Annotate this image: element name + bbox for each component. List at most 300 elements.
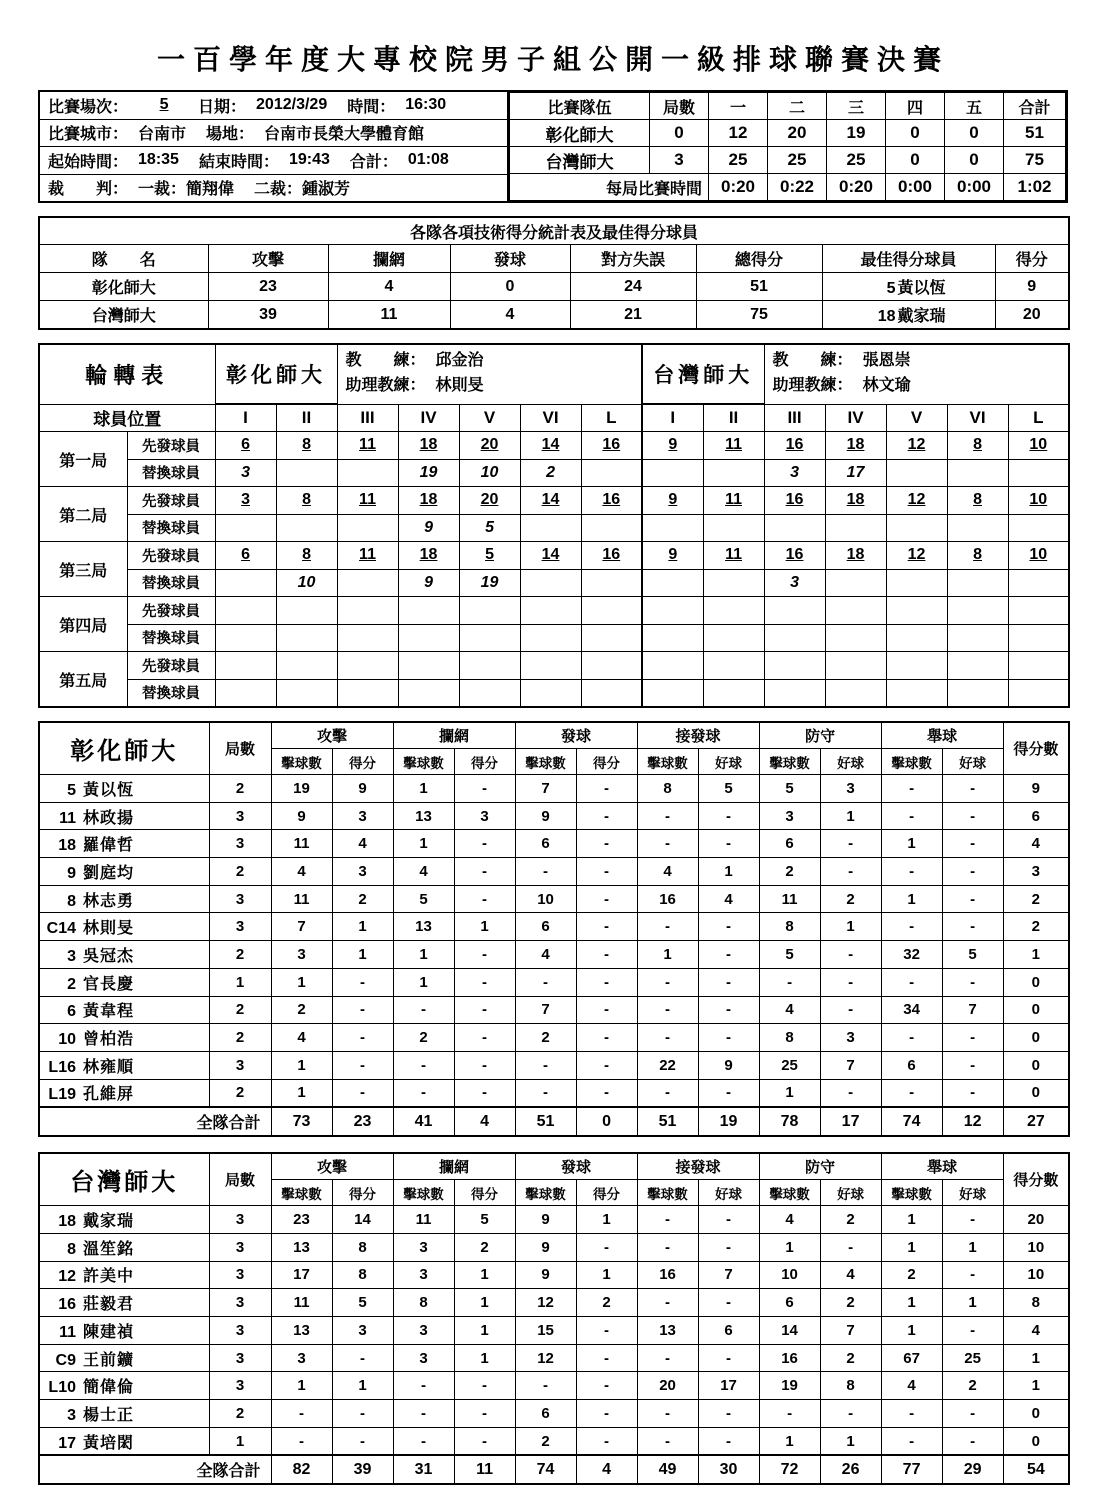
stat-cell: - — [820, 830, 881, 858]
stat-cell: 10 — [759, 1261, 820, 1289]
column-header: 隊 名 — [39, 245, 208, 273]
stat-cell: - — [698, 830, 759, 858]
set-score-header-row — [510, 93, 1066, 120]
total-stat-cell: 4 — [576, 1455, 637, 1484]
stat-cell: 1 — [576, 1261, 637, 1289]
stat-cell: - — [881, 1024, 942, 1052]
total-stat-cell: 74 — [515, 1455, 576, 1484]
stat-cell: 4 — [759, 1206, 820, 1234]
stat-cell: - — [759, 968, 820, 996]
total-points: 27 — [1003, 1107, 1069, 1136]
player-stats-row — [39, 1344, 1069, 1372]
set-time-label: 每局比賽時間 — [510, 174, 709, 201]
summary-team-row — [39, 273, 1069, 301]
stat-cell: 2 — [820, 1344, 881, 1372]
stat-cell: 8 — [393, 1289, 454, 1317]
stat-cell: - — [576, 1400, 637, 1428]
stat-cell: - — [576, 1024, 637, 1052]
column-header: 得分 — [995, 245, 1069, 273]
stats-team-name: 台灣師大 — [39, 1153, 209, 1206]
stat-cell: - — [942, 1024, 1003, 1052]
substitute-number — [947, 514, 1008, 542]
stat-cell: 6 — [759, 1289, 820, 1317]
substitute-number — [520, 514, 581, 542]
total-stat-cell: 39 — [332, 1455, 393, 1484]
starter-number: 18 — [825, 432, 886, 460]
stat-cell: - — [515, 1051, 576, 1079]
player-name: 林則旻 — [83, 920, 135, 938]
skill-group-header: 發球 — [515, 1153, 637, 1180]
stat-cell: - — [698, 996, 759, 1024]
player-stats-row — [39, 1372, 1069, 1400]
summary-title-row — [39, 217, 1069, 245]
total-stat-cell: 72 — [759, 1455, 820, 1484]
stat-cell: 13 — [271, 1317, 332, 1345]
sets-played: 3 — [209, 913, 271, 941]
rotation-team-name: 台灣師大 — [642, 344, 764, 404]
starter-number: 11 — [703, 432, 764, 460]
substitute-number — [947, 679, 1008, 707]
score-cell: 25 — [827, 147, 886, 174]
stat-cell: 13 — [393, 913, 454, 941]
stat-cell: 1 — [271, 1372, 332, 1400]
stat-cell: - — [515, 858, 576, 886]
set-starters-row — [39, 597, 1069, 625]
substitute-number — [1008, 459, 1069, 487]
player-name: 林政揚 — [83, 809, 135, 827]
skill-subheader: 擊球數 — [637, 749, 698, 775]
stat-cell: 5 — [393, 885, 454, 913]
jersey-number: L16 — [48, 1058, 76, 1076]
stat-cell: - — [454, 996, 515, 1024]
total-stat-cell: 49 — [637, 1455, 698, 1484]
position-row-label: 球員位置 — [39, 404, 215, 432]
starter-number: 9 — [642, 487, 703, 515]
stat-cell: 6 — [515, 830, 576, 858]
stat-cell: 4 — [698, 885, 759, 913]
starter-number: 18 — [398, 432, 459, 460]
sets-played: 1 — [209, 968, 271, 996]
stat-cell: 2 — [881, 1261, 942, 1289]
player-stats-row — [39, 996, 1069, 1024]
skill-subheader: 得分 — [576, 1180, 637, 1206]
jersey-number: 8 — [67, 1240, 76, 1258]
starter-number: 8 — [276, 432, 337, 460]
skill-group-header: 防守 — [759, 722, 881, 749]
stat-cell: - — [576, 775, 637, 803]
stat-cell: 6 — [515, 913, 576, 941]
column-header: 局數 — [650, 93, 709, 120]
sets-column-header: 局數 — [209, 1153, 271, 1206]
substitute-number — [947, 624, 1008, 652]
best-scorer-points: 20 — [995, 301, 1069, 330]
set-starters-row — [39, 432, 1069, 460]
starter-number: 8 — [947, 487, 1008, 515]
assistant-coach-label: 助理教練： — [772, 377, 853, 395]
substitute-number — [215, 514, 276, 542]
stat-cell: - — [576, 802, 637, 830]
stat-cell: 11 — [393, 1206, 454, 1234]
player-name: 曾柏浩 — [83, 1031, 135, 1049]
field-label: 日期： — [198, 98, 247, 116]
starter-number: 11 — [337, 487, 398, 515]
starter-number: 11 — [703, 487, 764, 515]
stat-cell: - — [454, 885, 515, 913]
starter-number — [398, 597, 459, 625]
stat-cell: 6 — [759, 830, 820, 858]
skill-subheader: 得分 — [576, 749, 637, 775]
stat-cell: - — [515, 1372, 576, 1400]
stat-cell: 32 — [881, 941, 942, 969]
score-cell: 0 — [945, 120, 1004, 147]
substitute-number: 10 — [276, 569, 337, 597]
stat-cell: - — [332, 1051, 393, 1079]
stat-cell: - — [332, 996, 393, 1024]
sets-played: 2 — [209, 775, 271, 803]
stat-cell: 1 — [393, 968, 454, 996]
stat-cell: 2 — [820, 1289, 881, 1317]
set-subs-row — [39, 569, 1069, 597]
starter-number: 11 — [337, 542, 398, 570]
starter-number: 14 — [520, 432, 581, 460]
stat-cell: - — [576, 1427, 637, 1455]
stat-cell: - — [881, 858, 942, 886]
stat-cell: 3 — [332, 802, 393, 830]
starter-number — [886, 597, 947, 625]
stat-cell: 9 — [515, 802, 576, 830]
stat-cell: 8 — [820, 1372, 881, 1400]
summary-cell: 51 — [696, 273, 822, 301]
player-name: 簡偉倫 — [83, 1379, 135, 1397]
set-label: 第一局 — [39, 432, 127, 487]
player-name-cell — [39, 941, 209, 969]
player-name: 許美中 — [83, 1268, 135, 1286]
field-value: 台南市長榮大學體育館 — [264, 126, 425, 144]
sets-played: 3 — [209, 1317, 271, 1345]
skill-subheader: 擊球數 — [393, 1180, 454, 1206]
rotation-title: 輪轉表 — [39, 344, 215, 404]
skill-subheader: 擊球數 — [637, 1180, 698, 1206]
player-stats-row — [39, 1261, 1069, 1289]
substitute-number — [947, 569, 1008, 597]
substitute-number: 10 — [459, 459, 520, 487]
column-header: 總得分 — [696, 245, 822, 273]
stat-cell: 2 — [454, 1233, 515, 1261]
starter-row-label: 先發球員 — [127, 432, 215, 460]
starter-number: 9 — [642, 432, 703, 460]
set-label: 第四局 — [39, 597, 127, 652]
stat-cell: 7 — [698, 1261, 759, 1289]
substitute-number — [215, 624, 276, 652]
player-name-cell — [39, 1051, 209, 1079]
stat-cell: - — [454, 1051, 515, 1079]
stat-cell: 8 — [759, 913, 820, 941]
substitute-number — [581, 624, 642, 652]
set-time-cell: 1:02 — [1004, 174, 1066, 201]
jersey-number: 3 — [67, 947, 76, 965]
set-label: 第三局 — [39, 542, 127, 597]
sets-column-header: 局數 — [209, 722, 271, 775]
team-name: 彰化師大 — [39, 273, 208, 301]
substitute-number: 9 — [398, 514, 459, 542]
player-name-cell — [39, 1344, 209, 1372]
substitute-number — [1008, 679, 1069, 707]
jersey-number: 11 — [59, 1323, 76, 1341]
player-points: 2 — [1003, 913, 1069, 941]
column-header: 三 — [827, 93, 886, 120]
skill-group-header: 攔網 — [393, 1153, 515, 1180]
player-stats-row — [39, 1317, 1069, 1345]
field-label: 合計： — [349, 153, 398, 171]
field-label: 裁 判： — [48, 181, 129, 199]
player-name-cell — [39, 1372, 209, 1400]
stat-cell: 19 — [271, 775, 332, 803]
substitute-number — [459, 679, 520, 707]
stat-cell: - — [942, 913, 1003, 941]
summary-cell: 0 — [450, 273, 570, 301]
stat-cell: 13 — [393, 802, 454, 830]
jersey-number: 2 — [67, 975, 76, 993]
stat-cell: - — [942, 802, 1003, 830]
stat-cell: - — [454, 830, 515, 858]
stat-cell: - — [515, 968, 576, 996]
stat-cell: - — [576, 996, 637, 1024]
stat-cell: 1 — [454, 1261, 515, 1289]
stat-cell: - — [820, 858, 881, 886]
player-points: 10 — [1003, 1233, 1069, 1261]
player-points: 0 — [1003, 1079, 1069, 1107]
jersey-number: 9 — [67, 864, 76, 882]
stat-cell: 3 — [332, 858, 393, 886]
substitute-number — [703, 679, 764, 707]
starter-number: 8 — [947, 542, 1008, 570]
skill-group-header: 發球 — [515, 722, 637, 749]
stat-cell: - — [698, 968, 759, 996]
player-stats-row — [39, 1233, 1069, 1261]
coach-cell — [764, 344, 1069, 404]
score-cell: 19 — [827, 120, 886, 147]
position-header: I — [215, 404, 276, 432]
substitute-number: 19 — [459, 569, 520, 597]
stat-cell: - — [637, 802, 698, 830]
sets-played: 3 — [209, 885, 271, 913]
starter-number: 18 — [825, 487, 886, 515]
stat-cell: - — [576, 1233, 637, 1261]
stat-cell: - — [454, 1024, 515, 1052]
stat-cell: - — [820, 1079, 881, 1107]
skill-group-header: 攻擊 — [271, 1153, 393, 1180]
player-points: 4 — [1003, 830, 1069, 858]
player-points: 0 — [1003, 1427, 1069, 1455]
substitute-number — [703, 514, 764, 542]
stat-cell: - — [942, 968, 1003, 996]
skill-subheader: 擊球數 — [759, 1180, 820, 1206]
substitute-number — [947, 459, 1008, 487]
player-points: 0 — [1003, 996, 1069, 1024]
stat-cell: 1 — [393, 830, 454, 858]
stat-cell: - — [698, 1400, 759, 1428]
summary-cell: 4 — [450, 301, 570, 330]
stat-cell: 11 — [271, 885, 332, 913]
substitute-number — [459, 624, 520, 652]
skill-subheader: 好球 — [820, 1180, 881, 1206]
stat-cell: 1 — [271, 1079, 332, 1107]
stat-cell: 3 — [393, 1344, 454, 1372]
stat-cell: 3 — [393, 1317, 454, 1345]
substitute-number — [337, 459, 398, 487]
player-name: 孔維屏 — [83, 1086, 135, 1104]
stat-cell: 7 — [515, 775, 576, 803]
position-header: III — [764, 404, 825, 432]
field-label: 比賽場次： — [48, 98, 129, 116]
set-subs-row — [39, 459, 1069, 487]
total-stat-cell: 77 — [881, 1455, 942, 1484]
stat-cell: - — [454, 968, 515, 996]
set-label: 第五局 — [39, 652, 127, 708]
total-stat-cell: 31 — [393, 1455, 454, 1484]
starter-number — [764, 597, 825, 625]
coach-label: 教 練： — [345, 352, 426, 370]
stat-cell: - — [637, 1400, 698, 1428]
substitute-number — [642, 459, 703, 487]
skill-subheader: 擊球數 — [271, 1180, 332, 1206]
sets-played: 3 — [209, 1261, 271, 1289]
stat-cell: 7 — [820, 1051, 881, 1079]
stat-cell: - — [576, 1079, 637, 1107]
player-stats-row — [39, 1051, 1069, 1079]
player-name: 溫笙銘 — [83, 1240, 135, 1258]
starter-number — [337, 597, 398, 625]
stat-cell: - — [637, 1024, 698, 1052]
stat-cell: 1 — [942, 1233, 1003, 1261]
substitute-number — [703, 624, 764, 652]
rotation-header-row — [39, 344, 1069, 404]
stat-cell: - — [881, 913, 942, 941]
set-subs-row — [39, 679, 1069, 707]
starter-number: 12 — [886, 432, 947, 460]
sub-row-label: 替換球員 — [127, 679, 215, 707]
player-stats-row — [39, 802, 1069, 830]
total-stat-cell: 26 — [820, 1455, 881, 1484]
starter-number — [947, 597, 1008, 625]
starter-number: 6 — [215, 542, 276, 570]
starter-number — [703, 597, 764, 625]
substitute-number — [398, 624, 459, 652]
substitute-number — [764, 514, 825, 542]
skill-group-header: 接發球 — [637, 722, 759, 749]
set-subs-row — [39, 514, 1069, 542]
coach-cell — [337, 344, 642, 404]
sets-played: 3 — [209, 1233, 271, 1261]
stat-cell: - — [576, 1317, 637, 1345]
stat-cell: 9 — [271, 802, 332, 830]
stat-cell: 1 — [881, 1289, 942, 1317]
stat-cell: 1 — [454, 913, 515, 941]
skill-subheader: 得分 — [332, 1180, 393, 1206]
substitute-number — [764, 679, 825, 707]
position-header-row — [39, 404, 1069, 432]
substitute-number — [520, 624, 581, 652]
substitute-number: 3 — [215, 459, 276, 487]
player-name-cell — [39, 775, 209, 803]
stat-cell: 1 — [881, 1233, 942, 1261]
stat-cell: - — [698, 1206, 759, 1234]
stat-cell: - — [881, 968, 942, 996]
stat-cell: 7 — [942, 996, 1003, 1024]
column-header: 攔網 — [328, 245, 450, 273]
stat-cell: 11 — [271, 1289, 332, 1317]
substitute-number — [1008, 624, 1069, 652]
starter-number: 16 — [581, 487, 642, 515]
field-label: 比賽城市： — [48, 126, 129, 144]
sets-played: 3 — [209, 1344, 271, 1372]
summary-cell: 11 — [328, 301, 450, 330]
stat-cell: 6 — [515, 1400, 576, 1428]
rotation-table — [38, 343, 1070, 708]
sub-row-label: 替換球員 — [127, 624, 215, 652]
position-header: III — [337, 404, 398, 432]
stat-cell: 2 — [942, 1372, 1003, 1400]
stat-cell: 5 — [332, 1289, 393, 1317]
stat-cell: - — [942, 858, 1003, 886]
stat-cell: - — [698, 802, 759, 830]
player-name-cell — [39, 830, 209, 858]
summary-header-row — [39, 245, 1069, 273]
player-stats-row — [39, 913, 1069, 941]
substitute-number — [703, 459, 764, 487]
stat-cell: 5 — [454, 1206, 515, 1234]
field-value: 一裁：簡翔偉 — [138, 181, 235, 199]
field-label: 結束時間： — [198, 153, 279, 171]
stat-cell: 1 — [820, 802, 881, 830]
jersey-number: 16 — [58, 1296, 76, 1314]
total-stat-cell: 51 — [515, 1107, 576, 1136]
stat-cell: - — [271, 1400, 332, 1428]
player-name: 戴家瑞 — [83, 1213, 135, 1231]
best-scorer-name: 戴家瑞 — [897, 308, 946, 325]
stat-cell: - — [942, 775, 1003, 803]
starter-number: 18 — [398, 542, 459, 570]
team-name: 台灣師大 — [510, 147, 650, 174]
stat-cell: - — [393, 1427, 454, 1455]
player-name: 王前鑛 — [83, 1351, 135, 1369]
skill-subheader: 好球 — [698, 1180, 759, 1206]
stat-cell: 1 — [332, 941, 393, 969]
substitute-number — [825, 679, 886, 707]
sets-played: 1 — [209, 1427, 271, 1455]
points-column-header: 得分數 — [1003, 722, 1069, 775]
jersey-number: C9 — [55, 1351, 76, 1369]
total-stat-cell: 12 — [942, 1107, 1003, 1136]
jersey-number: C14 — [46, 920, 76, 938]
stat-cell: - — [637, 1289, 698, 1317]
substitute-number — [703, 569, 764, 597]
stat-cell: - — [881, 802, 942, 830]
set-time-row — [510, 174, 1066, 201]
substitute-number — [276, 679, 337, 707]
stat-cell: - — [637, 913, 698, 941]
starter-number: 11 — [337, 432, 398, 460]
team-total-row — [39, 1455, 1069, 1484]
skill-subheader: 擊球數 — [515, 749, 576, 775]
sets-played: 2 — [209, 941, 271, 969]
player-stats-row — [39, 858, 1069, 886]
summary-team-row — [39, 301, 1069, 330]
starter-number: 11 — [703, 542, 764, 570]
best-scorer-number: 5 — [886, 280, 896, 297]
team-total-label: 全隊合計 — [39, 1455, 271, 1484]
stat-cell: 1 — [881, 1206, 942, 1234]
